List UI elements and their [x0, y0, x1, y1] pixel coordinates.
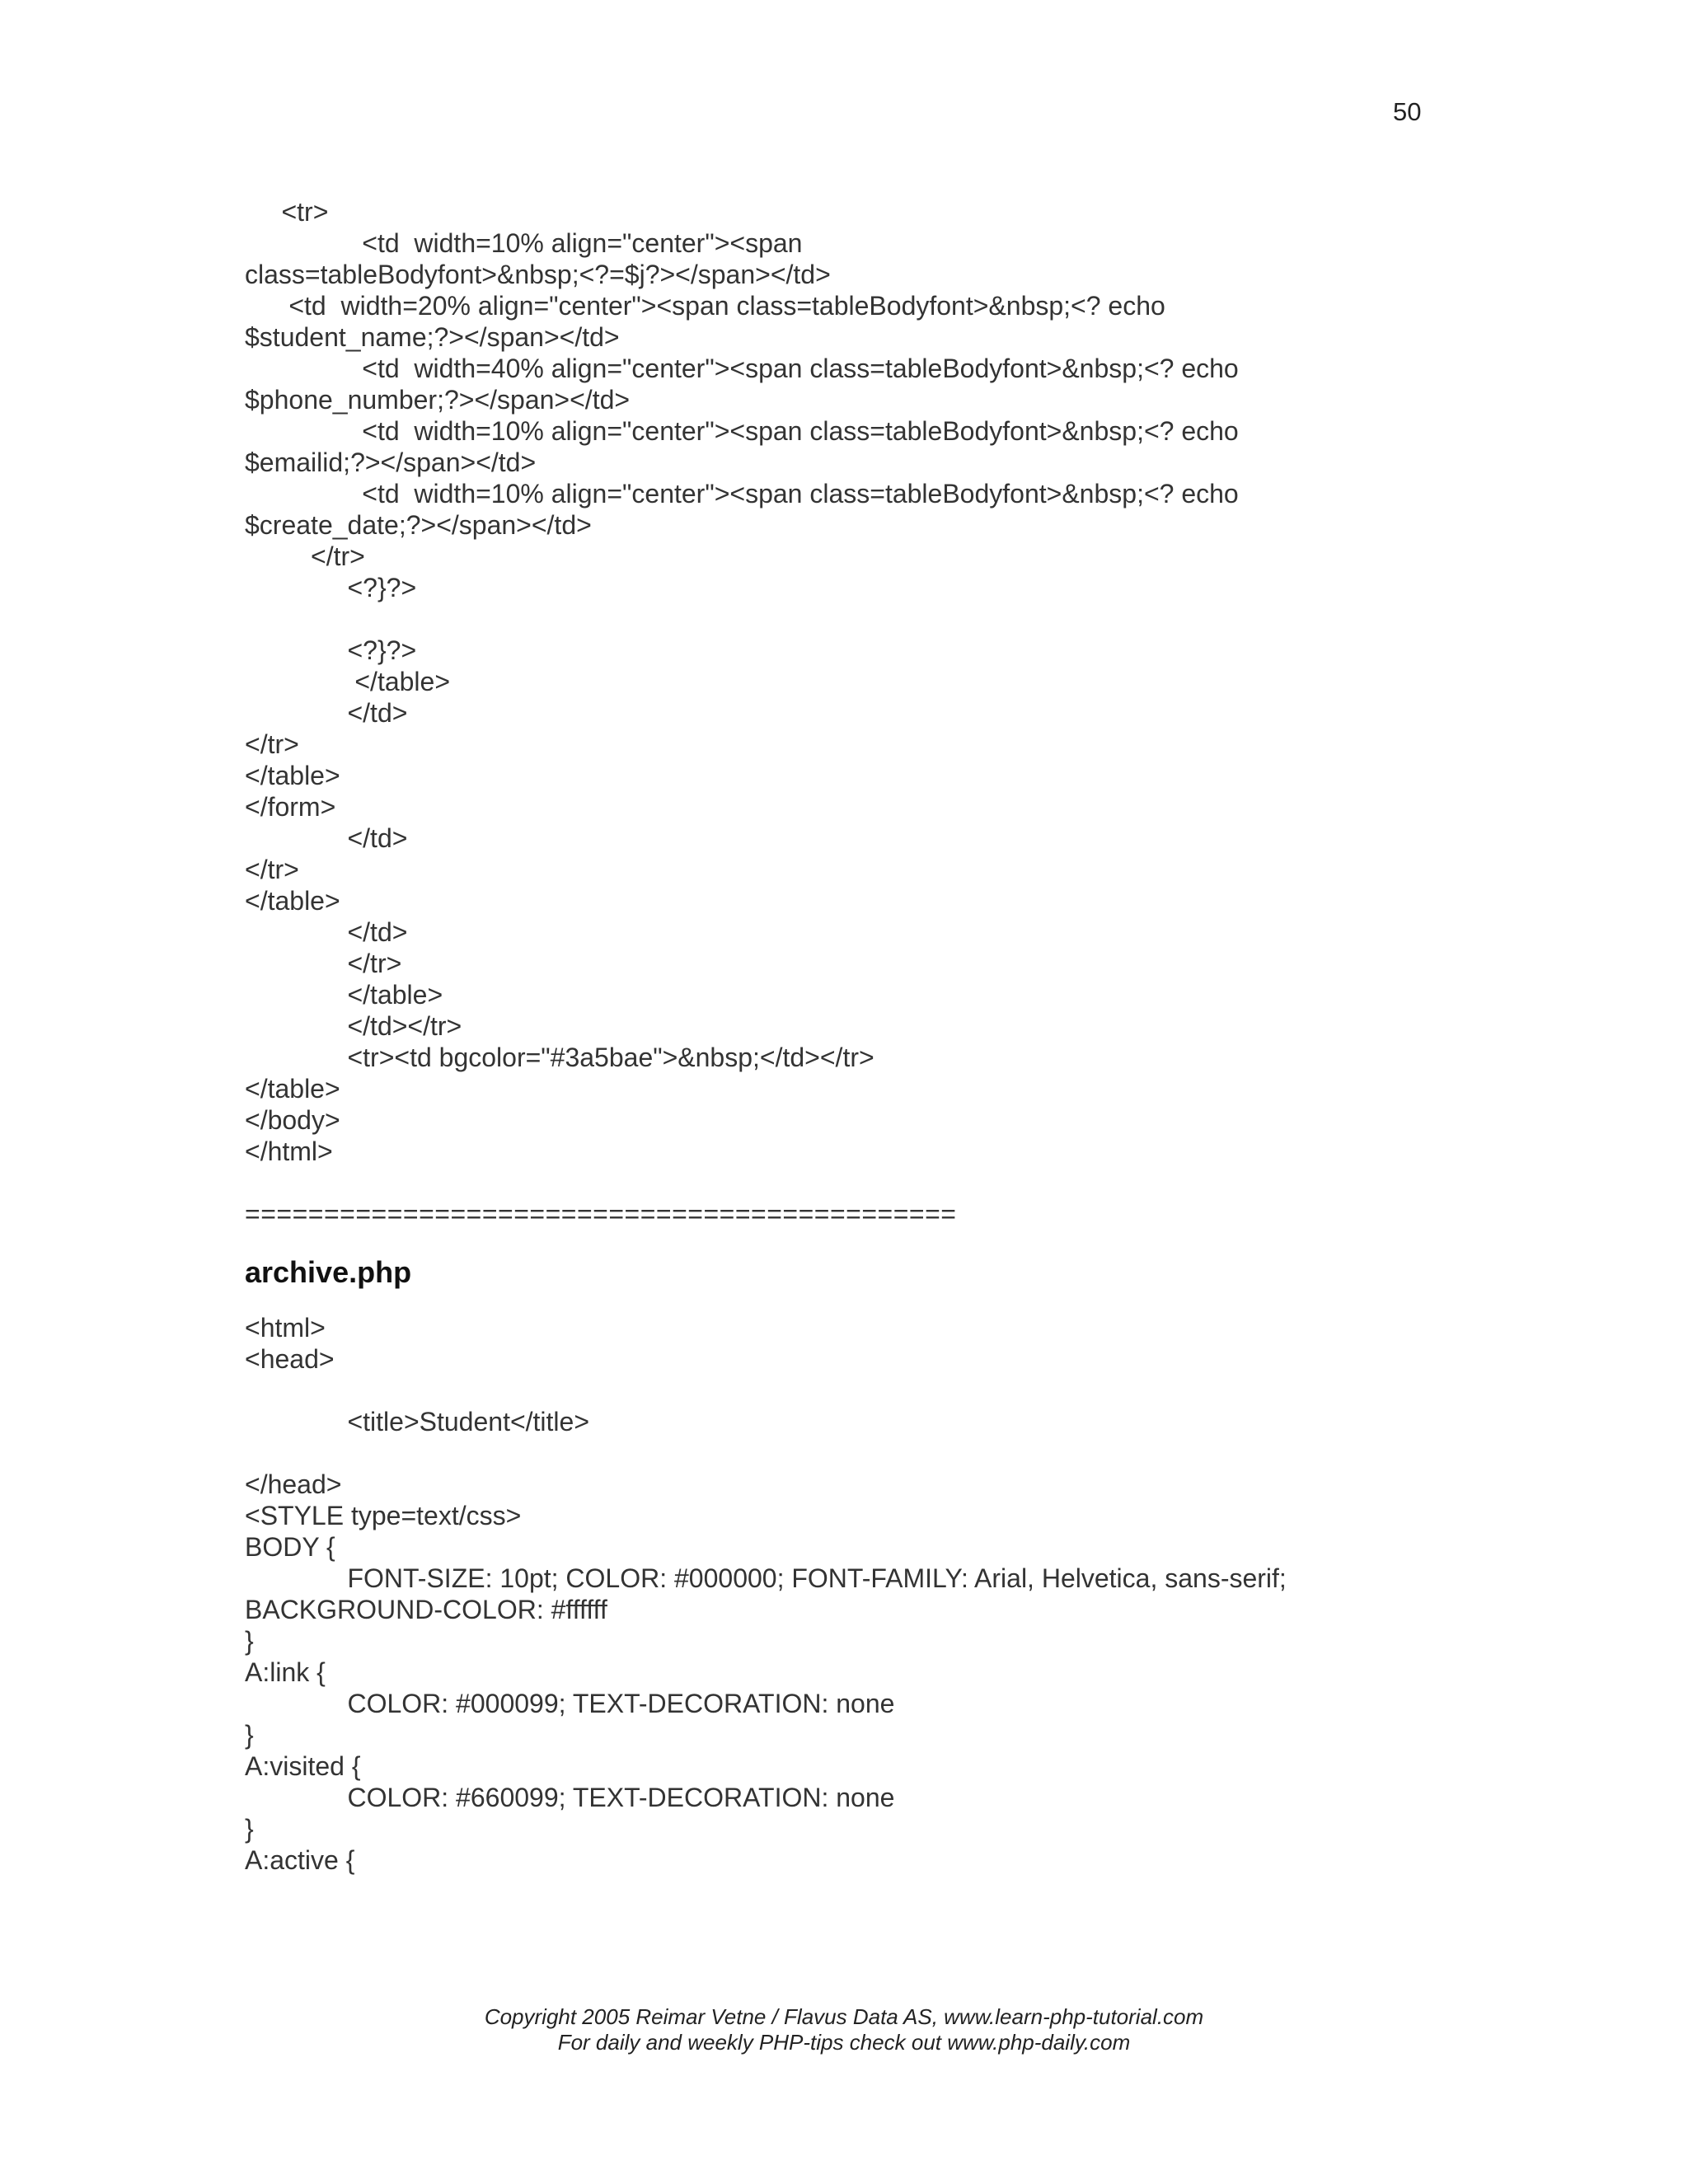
footer-tips: For daily and weekly PHP-tips check out www.php-daily.com [557, 2030, 1131, 2055]
code-line: <?}?> [245, 635, 417, 665]
code-line: class=tableBodyfont>&nbsp;<?=$j?></span></td> [245, 260, 831, 289]
code-line: <td width=10% align="center"><span class=tableBodyfont>&nbsp;<? echo [245, 416, 1239, 446]
code-line: </td></tr> [245, 1011, 462, 1041]
code-line: <td width=20% align="center"><span class=tableBodyfont>&nbsp;<? echo [245, 291, 1165, 321]
code-line: </td> [245, 698, 408, 728]
code-line: </tr> [245, 541, 365, 571]
code-line: </form> [245, 792, 336, 822]
code-line: $create_date;?></span></td> [245, 510, 592, 540]
code-line: COLOR: #660099; TEXT-DECORATION: none [245, 1783, 895, 1812]
code-line: <html> [245, 1313, 326, 1343]
code-line: </body> [245, 1105, 340, 1135]
code-line: COLOR: #000099; TEXT-DECORATION: none [245, 1689, 895, 1718]
code-line [245, 1375, 1415, 1406]
code-block-bottom [245, 1312, 1415, 1876]
code-line: </td> [245, 917, 408, 947]
code-line: </tr> [245, 729, 299, 759]
code-line: } [245, 1814, 254, 1844]
code-line: A:link { [245, 1657, 326, 1687]
code-line: <title>Student</title> [245, 1407, 590, 1436]
code-line: FONT-SIZE: 10pt; COLOR: #000000; FONT-FAMILY: Arial, Helvetica, sans-serif; [245, 1563, 1287, 1593]
code-line: <td width=10% align="center"><span [245, 228, 803, 258]
code-line: </table> [245, 980, 443, 1010]
code-line: </html> [245, 1137, 333, 1166]
code-line: A:visited { [245, 1751, 361, 1781]
code-line: </tr> [245, 855, 299, 884]
spacer [245, 1167, 1415, 1198]
code-line [245, 603, 1415, 635]
code-line: A:active { [245, 1845, 355, 1875]
code-line: <tr><td bgcolor="#3a5bae">&nbsp;</td></tr> [245, 1043, 874, 1072]
page-footer [0, 2004, 1688, 2055]
code-line: <td width=40% align="center"><span class=tableBodyfont>&nbsp;<? echo [245, 354, 1239, 383]
code-line: </table> [245, 1074, 340, 1104]
code-line: BACKGROUND-COLOR: #ffffff [245, 1595, 607, 1624]
code-line: </table> [245, 761, 340, 790]
code-line: </head> [245, 1469, 342, 1499]
code-line: } [245, 1626, 254, 1656]
code-line [245, 1437, 1415, 1469]
code-line: $phone_number;?></span></td> [245, 385, 631, 415]
code-line: $emailid;?></span></td> [245, 448, 537, 477]
code-line: <tr> [245, 197, 329, 227]
code-block-top [245, 196, 1415, 1167]
document-body [245, 196, 1415, 1876]
footer-copyright: Copyright 2005 Reimar Vetne / Flavus Data AS, www.learn-php-tutorial.com [484, 2004, 1204, 2029]
code-line: BODY { [245, 1532, 335, 1562]
page-number: 50 [1393, 97, 1422, 126]
code-line: <?}?> [245, 573, 417, 602]
code-line: </table> [245, 667, 451, 696]
code-line: } [245, 1720, 254, 1750]
separator-line: ============================================= [245, 1199, 957, 1229]
code-line: <head> [245, 1344, 335, 1374]
code-line: </table> [245, 886, 340, 916]
code-line: </tr> [245, 949, 402, 978]
code-line: $student_name;?></span></td> [245, 322, 620, 352]
section-title: archive.php [245, 1255, 412, 1289]
code-line: </td> [245, 823, 408, 853]
code-line: <STYLE type=text/css> [245, 1501, 522, 1530]
code-line: <td width=10% align="center"><span class=tableBodyfont>&nbsp;<? echo [245, 479, 1239, 509]
